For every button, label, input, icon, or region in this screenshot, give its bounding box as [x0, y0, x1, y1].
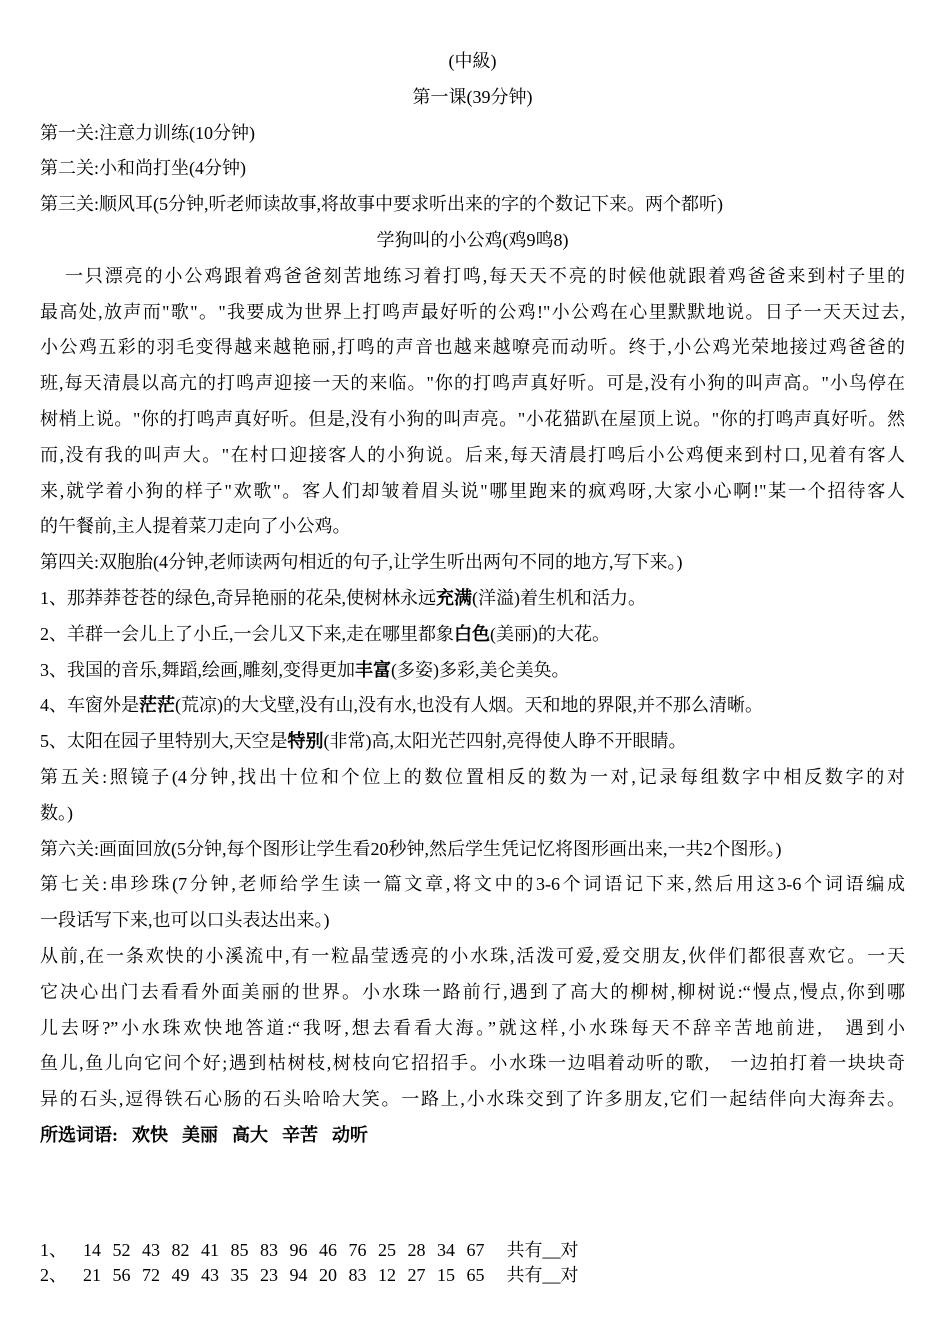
story2-line: 从前,在一条欢快的小溪流中,有一粒晶莹透亮的小水珠,活泼可爱,爱交朋友,伙伴们都很喜欢它。一天 [40, 945, 905, 966]
pair-keyword: 白色 [454, 623, 490, 644]
selected-word: 动听 [332, 1124, 368, 1145]
pair-number: 1、 [40, 587, 67, 608]
pair-number: 5、 [40, 731, 67, 752]
pair-number: 4、 [40, 695, 67, 716]
row-answer-blank: 共有__对 [506, 1239, 579, 1260]
stage-5-line: 第五关:照镜子(4分钟,找出十位和个位上的数位置相反的数为一对,记录每组数字中相反数字的对 [40, 766, 905, 787]
pair-text-post: (洋溢)着生机和活力。 [472, 587, 646, 608]
story2-line: 异的石头,逗得铁石心肠的石头哈哈大笑。一路上,小水珠交到了许多朋友,它们一起结伴向大海奔去。 [40, 1089, 905, 1110]
story1-line: 班,每天清晨以高亢的打鸣声迎接一天的来临。"你的打鸣声真好听。可是,没有小狗的叫声高。"小鸟停在 [40, 373, 905, 394]
story1-line: 树梢上说。"你的打鸣声真好听。但是,没有小狗的叫声亮。"小花猫趴在屋顶上说。"你的打鸣声真好听。然 [40, 408, 905, 429]
selected-word: 高大 [232, 1124, 268, 1145]
blank-gap [40, 1154, 905, 1238]
row-digits: 14 52 43 82 41 85 83 96 46 76 25 28 34 67 [83, 1239, 485, 1260]
story1-title: 学狗叫的小公鸡(鸡9鸣8) [376, 229, 569, 250]
row-digits: 21 56 72 49 43 35 23 94 20 83 12 27 15 65 [83, 1265, 485, 1286]
pair-sentence-1 [40, 581, 905, 617]
selected-word: 美丽 [182, 1124, 218, 1145]
selected-word: 辛苦 [282, 1124, 318, 1145]
lesson-heading: 第一课(39分钟) [412, 86, 533, 107]
story1-line: 来,就学着小狗的样子"欢歌"。客人们却皱着眉头说"哪里跑来的疯鸡呀,大家小心啊!"某一个招待客人 [40, 480, 905, 501]
pair-text-post: (荒凉)的大戈壁,没有山,没有水,也没有人烟。天和地的界限,并不那么清晰。 [175, 695, 763, 716]
selected-words-label: 所选词语: [40, 1124, 118, 1145]
pair-keyword: 茫茫 [139, 695, 175, 716]
selected-words-line [40, 1118, 905, 1154]
pair-number: 2、 [40, 623, 67, 644]
story1-line: 最高处,放声而"歌"。"我要成为世界上打鸣声最好听的公鸡!"小公鸡在心里默默地说。日子一天天过去, [40, 301, 905, 322]
story2-line: 儿去呀?”小水珠欢快地答道:“我呀,想去看看大海。”就这样,小水珠每天不辞辛苦地前进, 遇到小 [40, 1017, 905, 1038]
mirror-pairs-row-1 [40, 1238, 905, 1264]
pair-sentence-4 [40, 688, 905, 724]
stage-6-line: 第六关:画面回放(5分钟,每个图形让学生看20秒钟,然后学生凭记忆将图形画出来,一共2个图形。) [40, 838, 782, 859]
pair-text-pre: 我国的音乐,舞蹈,绘画,雕刻,变得更加 [67, 659, 355, 680]
stage-5-line: 数。) [40, 802, 73, 823]
pair-text-post: (多姿)多彩,美仑美奂。 [391, 659, 570, 680]
pair-keyword: 丰富 [355, 659, 391, 680]
pair-text-post: (美丽)的大花。 [490, 623, 610, 644]
pair-keyword: 充满 [436, 587, 472, 608]
stage-7-line: 第七关:串珍珠(7分钟,老师给学生读一篇文章,将文中的3-6个词语记下来,然后用这3-6个词语编成 [40, 874, 905, 895]
story1-line: 的午餐前,主人提着菜刀走向了小公鸡。 [40, 516, 351, 537]
pair-number: 3、 [40, 659, 67, 680]
stage-1-line: 第一关:注意力训练(10分钟) [40, 122, 255, 143]
story1-line: 小公鸡五彩的羽毛变得越来越艳丽,打鸣的声音也越来越嘹亮而动听。终于,小公鸡光荣地接过鸡爸爸的 [40, 337, 905, 358]
story2-line: 它决心出门去看看外面美丽的世界。小水珠一路前行,遇到了高大的柳树,柳树说:“慢点,慢点,你到哪 [40, 981, 905, 1002]
pair-text-pre: 太阳在园子里特别大,天空是 [67, 731, 288, 752]
row-number: 2、 [40, 1265, 67, 1286]
story2-line: 鱼儿,鱼儿向它问个好;遇到枯树枝,树枝向它招招手。小水珠一边唱着动听的歌, 一边拍打着一块块奇 [40, 1053, 905, 1074]
pair-sentence-2 [40, 617, 905, 653]
mirror-pairs-row-2 [40, 1263, 905, 1289]
pair-keyword: 特别 [287, 731, 324, 752]
pair-sentence-3 [40, 653, 905, 689]
pair-text-pre: 车窗外是 [67, 695, 139, 716]
story1-line: 一只漂亮的小公鸡跟着鸡爸爸刻苦地练习着打鸣,每天天不亮的时候他就跟着鸡爸爸来到村子里的 [65, 265, 905, 286]
stage-4-line: 第四关:双胞胎(4分钟,老师读两句相近的句子,让学生听出两句不同的地方,写下来。) [40, 552, 683, 573]
pair-text-pre: 羊群一会儿上了小丘,一会儿又下来,走在哪里都象 [67, 623, 454, 644]
level-heading: (中級) [448, 51, 497, 71]
stage-2-line: 第二关:小和尚打坐(4分钟) [40, 158, 246, 179]
stage-3-line: 第三关:顺风耳(5分钟,听老师读故事,将故事中要求听出来的字的个数记下来。两个都听) [40, 194, 723, 215]
pair-text-pre: 那莽莽苍苍的绿色,奇异艳丽的花朵,使树林永远 [67, 587, 436, 608]
story1-line: 而,没有我的叫声大。"在村口迎接客人的小狗说。后来,每天清晨打鸣后小公鸡便来到村口,见着有客人 [40, 444, 905, 465]
pair-text-post: (非常)高,太阳光芒四射,亮得使人睁不开眼睛。 [323, 731, 687, 752]
row-number: 1、 [40, 1239, 67, 1260]
stage-7-line: 一段话写下来,也可以口头表达出来。) [40, 910, 330, 931]
selected-word: 欢快 [132, 1124, 168, 1145]
pair-sentence-5 [40, 724, 905, 760]
row-answer-blank: 共有__对 [506, 1265, 579, 1286]
